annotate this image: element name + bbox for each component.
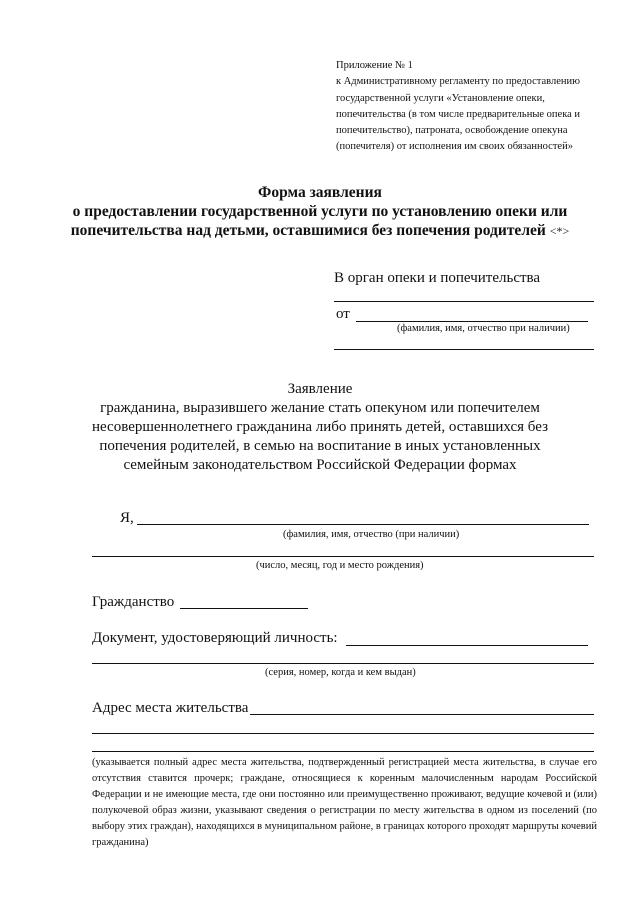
recipient-line[interactable] — [334, 301, 594, 302]
birth-line[interactable] — [92, 556, 594, 557]
appendix-line: (попечителя) от исполнения им своих обязанностей» — [336, 141, 573, 153]
address-line-2[interactable] — [92, 733, 594, 734]
form-title-line: о предоставлении государственной услуги по установлению опеки или — [72, 203, 568, 220]
document-label: Документ, удостоверяющий личность: — [92, 630, 338, 646]
footnote-mark: <*> — [549, 224, 570, 238]
appendix-header — [336, 58, 606, 156]
from-name-line[interactable] — [356, 321, 588, 322]
citizenship-label: Гражданство — [92, 594, 175, 610]
address-line[interactable] — [250, 714, 594, 715]
address-line-3[interactable] — [92, 751, 594, 752]
recipient-label: В орган опеки и попечительства — [334, 270, 541, 286]
address-note: (указывается полный адрес места жительства, подтвержденный регистрацией места жительства, в случае его отсутствия ставится прочерк; граждане, относящиеся к коренным малочисленным народам Российской Федерации и не имеющие места, где они постоянно или преимущественно проживают, ведущие кочевой и (или) полукочевой образ жизни, указывают сведения о регистрации по месту жительства в одном из поселений (по выбору этих граждан), находящихся в муниципальном районе, в границах которого проходят маршруты кочевий гражданина) — [92, 757, 597, 848]
from-extra-line[interactable] — [334, 349, 594, 350]
form-title — [0, 183, 640, 241]
appendix-line: Приложение № 1 — [336, 60, 413, 71]
name-hint: (фамилия, имя, отчество (при наличии) — [283, 529, 460, 540]
citizenship-line[interactable] — [180, 608, 308, 609]
i-label: Я, — [120, 510, 134, 526]
from-label: от — [336, 306, 350, 322]
application-line: гражданина, выразившего желание стать опекуном или попечителем — [100, 400, 540, 416]
application-line: несовершеннолетнего гражданина либо принять детей, оставшихся без — [91, 419, 548, 435]
form-title-line: Форма заявления — [258, 184, 382, 201]
birth-hint: (число, месяц, год и место рождения) — [256, 560, 424, 571]
address-label: Адрес места жительства — [92, 700, 249, 716]
application-line: попечения родителей, в семью на воспитание в иных установленных — [99, 438, 541, 454]
application-heading-block — [0, 380, 640, 475]
name-line[interactable] — [137, 524, 589, 525]
document-line-2[interactable] — [92, 663, 594, 664]
appendix-line: попечительства (в том числе предварительные опека и — [336, 108, 581, 120]
appendix-line: попечительство), патроната, освобождение опекуна — [336, 125, 568, 137]
document-line[interactable] — [346, 645, 588, 646]
form-title-line: попечительства над детьми, оставшимися без попечения родителей — [70, 222, 546, 239]
appendix-line: к Административному регламенту по предоставлению — [336, 76, 580, 88]
appendix-line: государственной услуги «Установление опеки, — [336, 92, 545, 104]
application-heading: Заявление — [287, 381, 353, 397]
application-line: семейным законодательством Российской Федерации формах — [123, 457, 517, 473]
document-hint: (серия, номер, когда и кем выдан) — [265, 667, 416, 678]
from-name-hint: (фамилия, имя, отчество при наличии) — [397, 323, 570, 334]
form-title-line-with-mark — [0, 221, 640, 241]
